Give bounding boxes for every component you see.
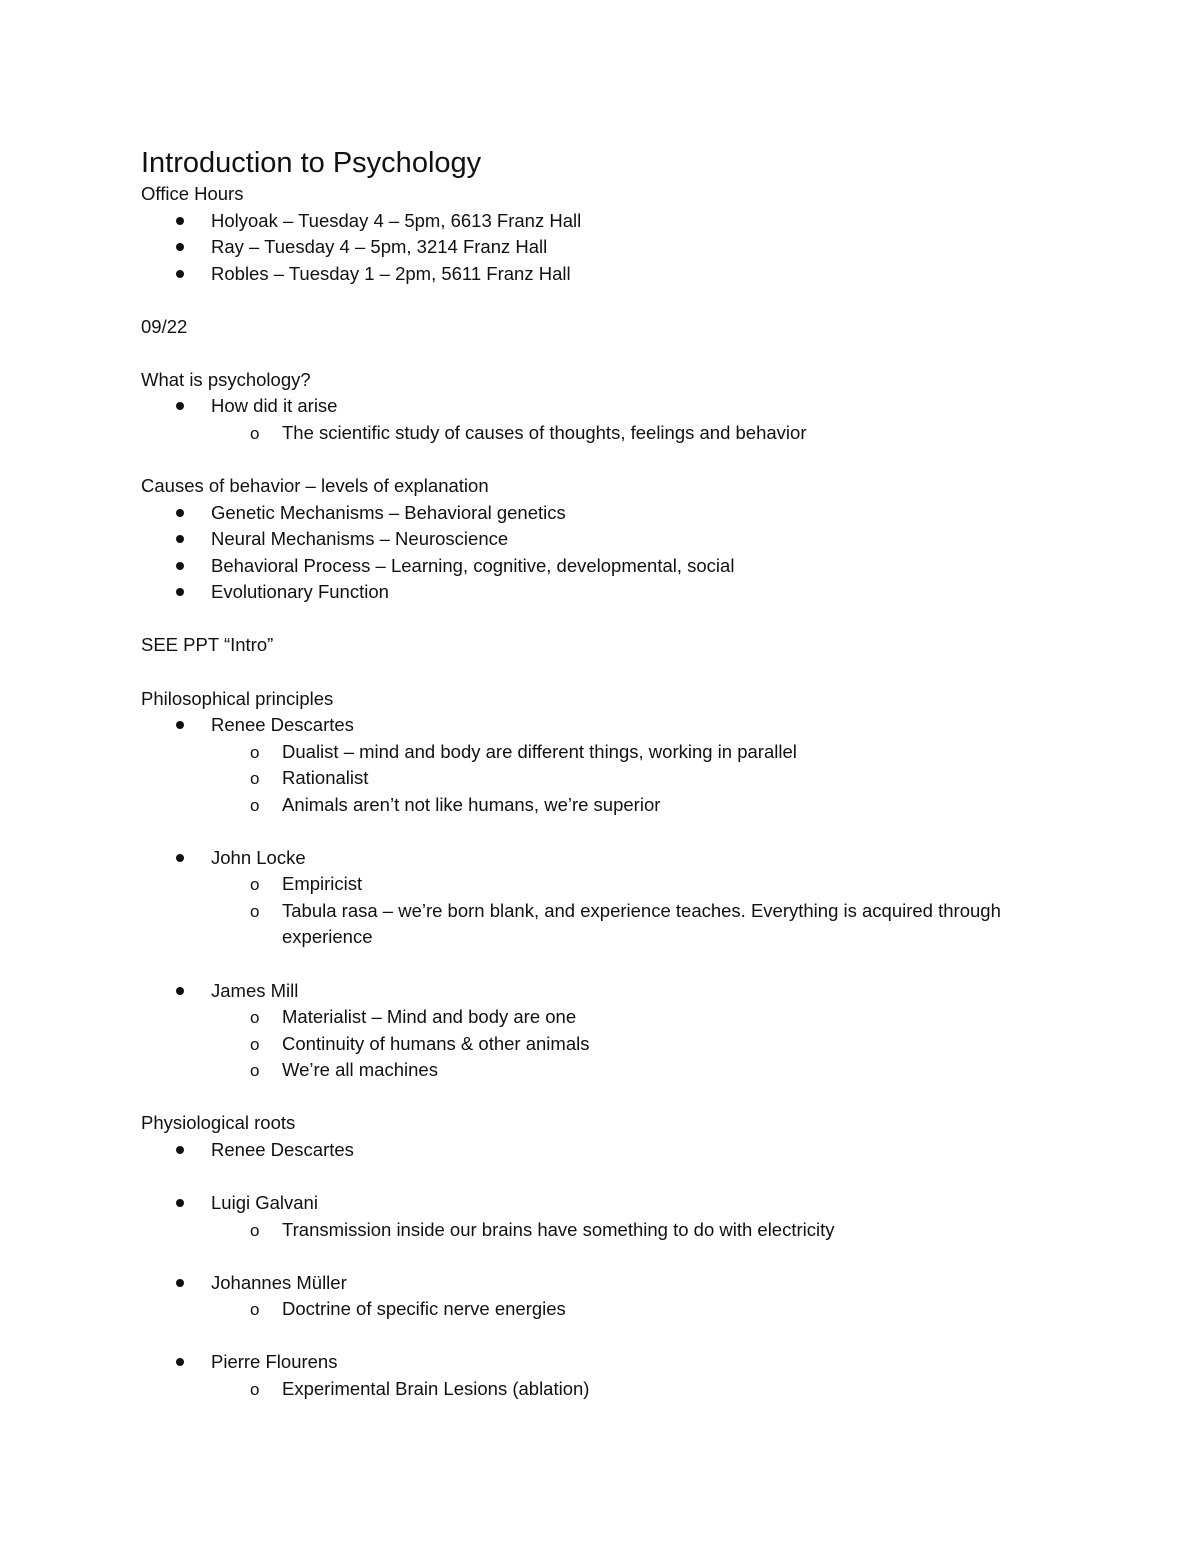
hollow-bullet-icon: o <box>250 742 260 762</box>
hollow-bullet-icon: o <box>250 875 260 895</box>
bullet-item: Johannes Müller <box>211 1271 347 1293</box>
bullet-item: Holyoak – Tuesday 4 – 5pm, 6613 Franz Hall <box>211 209 582 231</box>
bullet-dot-icon <box>176 270 184 278</box>
bullet-dot-icon <box>176 535 184 543</box>
bullet-dot-icon <box>176 1146 184 1154</box>
hollow-bullet-icon: o <box>250 1379 260 1399</box>
bullet-item: Renee Descartes <box>211 714 354 735</box>
bullet-item: Behavioral Process – Learning, cognitive, developmental, social <box>211 554 735 576</box>
heading-line: Causes of behavior – levels of explanation <box>141 475 489 497</box>
sub-bullet-item: Doctrine of specific nerve energies <box>282 1298 566 1320</box>
heading-line: 09/22 <box>141 315 188 337</box>
hollow-bullet-icon: o <box>250 1220 260 1240</box>
bullet-item: How did it arise <box>211 395 338 417</box>
bullet-dot-icon <box>176 1358 184 1366</box>
bullet-item: John Locke <box>211 846 306 868</box>
bullet-item: James Mill <box>211 979 299 1001</box>
hollow-bullet-icon: o <box>250 1300 260 1320</box>
bullet-dot-icon <box>176 721 184 729</box>
sub-bullet-item: Animals aren’t not like humans, we’re superior <box>282 793 661 815</box>
hollow-bullet-icon: o <box>250 795 260 815</box>
bullet-item: Neural Mechanisms – Neuroscience <box>211 528 509 550</box>
hollow-bullet-icon: o <box>250 424 260 443</box>
sub-bullet-item: Empiricist <box>282 873 363 895</box>
bullet-dot-icon <box>176 1199 184 1207</box>
sub-bullet-item: Continuity of humans & other animals <box>282 1032 590 1054</box>
sub-bullet-item: Tabula rasa – we’re born blank, and experience teaches. Everything is acquired through <box>282 899 1001 921</box>
bullet-dot-icon <box>176 402 184 410</box>
sub-bullet-item: We’re all machines <box>282 1059 438 1081</box>
bullet-dot-icon <box>176 987 184 995</box>
sub-bullet-item: Experimental Brain Lesions (ablation) <box>282 1377 590 1399</box>
bullet-item: Luigi Galvani <box>211 1191 318 1213</box>
sub-bullet-item: Transmission inside our brains have something to do with electricity <box>282 1218 835 1240</box>
bullet-dot-icon <box>176 217 184 225</box>
hollow-bullet-icon: o <box>250 769 260 789</box>
heading-line: What is psychology? <box>141 368 311 390</box>
sub-bullet-item: Materialist – Mind and body are one <box>282 1006 577 1028</box>
heading-line: SEE PPT “Intro” <box>141 634 274 656</box>
heading-line: Office Hours <box>141 183 244 204</box>
hollow-bullet-icon: o <box>250 1008 260 1028</box>
sub-bullet-item: The scientific study of causes of thoughts, feelings and behavior <box>282 422 807 443</box>
bullet-item: Pierre Flourens <box>211 1351 338 1373</box>
bullet-dot-icon <box>176 509 184 517</box>
bullet-item: Genetic Mechanisms – Behavioral genetics <box>211 501 566 523</box>
bullet-dot-icon <box>176 588 184 596</box>
hollow-bullet-icon: o <box>250 901 260 921</box>
sub-bullet-item: experience <box>282 926 373 948</box>
hollow-bullet-icon: o <box>250 1061 260 1081</box>
page-title: Introduction to Psychology <box>141 147 482 179</box>
bullet-item: Ray – Tuesday 4 – 5pm, 3214 Franz Hall <box>211 236 548 258</box>
bullet-dot-icon <box>176 1279 184 1287</box>
sub-bullet-item: Rationalist <box>282 767 369 789</box>
bullet-dot-icon <box>176 562 184 570</box>
bullet-dot-icon <box>176 854 184 862</box>
hollow-bullet-icon: o <box>250 1034 260 1054</box>
bullet-dot-icon <box>176 243 184 251</box>
bullet-item: Robles – Tuesday 1 – 2pm, 5611 Franz Hall <box>211 262 571 284</box>
bullet-item: Renee Descartes <box>211 1138 354 1160</box>
sub-bullet-item: Dualist – mind and body are different things, working in parallel <box>282 740 797 762</box>
heading-line: Philosophical principles <box>141 687 334 709</box>
bullet-item: Evolutionary Function <box>211 581 389 603</box>
heading-line: Physiological roots <box>141 1112 296 1134</box>
